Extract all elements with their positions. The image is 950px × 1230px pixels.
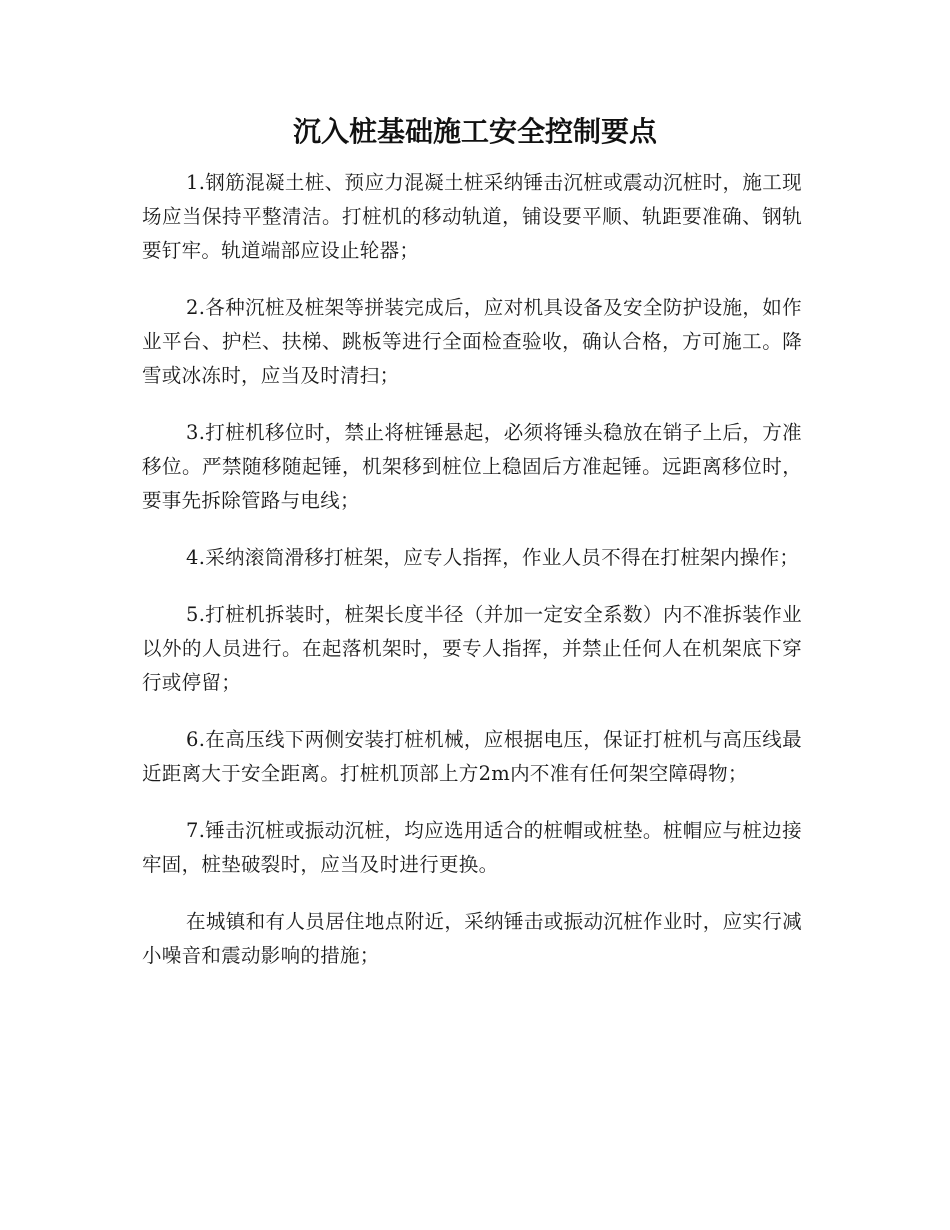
- paragraph-5: 5.打桩机拆装时，桩架长度半径（并加一定安全系数）内不准拆装作业以外的人员进行。在起落机架时，要专人指挥，并禁止任何人在机架底下穿行或停留；: [142, 603, 802, 694]
- paragraph-8: 在城镇和有人员居住地点附近，采纳锤击或振动沉桩作业时，应实行减小噪音和震动影响的措施；: [142, 910, 802, 967]
- paragraph-7: 7.锤击沉桩或振动沉桩，均应选用适合的桩帽或桩垫。桩帽应与桩边接牢固，桩垫破裂时，应当及时进行更换。: [142, 819, 802, 876]
- paragraph-6: 6.在高压线下两侧安装打桩机械，应根据电压，保证打桩机与高压线最近距离大于安全距离。打桩机顶部上方2m内不准有任何架空障碍物；: [142, 728, 802, 785]
- document-body: [142, 166, 802, 996]
- paragraph-4: 4.采纳滚筒滑移打桩架，应专人指挥，作业人员不得在打桩架内操作；: [186, 546, 800, 569]
- document-title: 沉入桩基础施工安全控制要点: [292, 115, 657, 148]
- paragraph-2: 2.各种沉桩及桩架等拼装完成后，应对机具设备及安全防护设施，如作业平台、护栏、扶梯、跳板等进行全面检查验收，确认合格，方可施工。降雪或冰冻时，应当及时清扫；: [142, 296, 802, 387]
- paragraph-3: 3.打桩机移位时，禁止将桩锤悬起，必须将锤头稳放在销子上后，方准移位。严禁随移随起锤，机架移到桩位上稳固后方准起锤。远距离移位时，要事先拆除管路与电线；: [142, 421, 802, 512]
- paragraph-1: 1.钢筋混凝土桩、预应力混凝土桩采纳锤击沉桩或震动沉桩时，施工现场应当保持平整清洁。打桩机的移动轨道，铺设要平顺、轨距要准确、钢轨要钉牢。轨道端部应设止轮器；: [142, 171, 802, 262]
